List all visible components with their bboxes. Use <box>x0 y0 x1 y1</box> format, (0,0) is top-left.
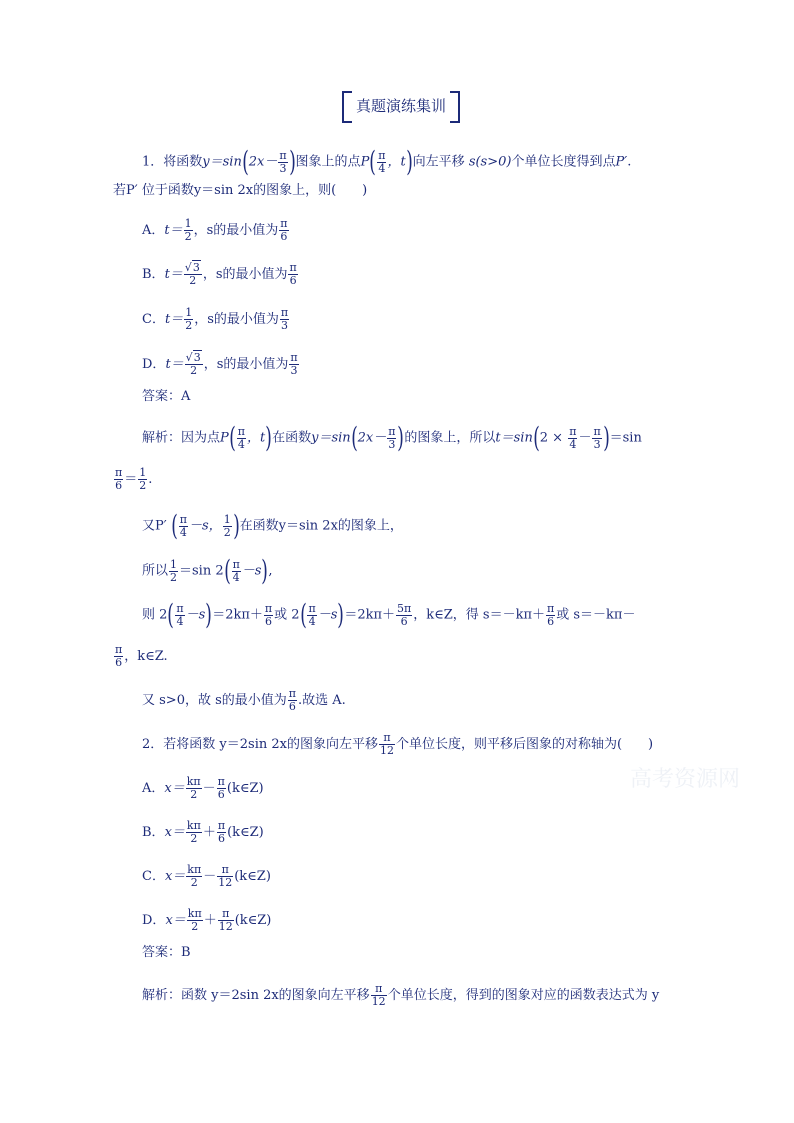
q1-option-a[interactable]: A．t＝ $\frac{1}{2}$ ，s的最小值为 $\frac{\pi}{6}$ <box>142 217 288 243</box>
q2-option-b[interactable]: B．x＝ $\frac{k\pi}{2}$ ＋ $\frac{\pi}{6}$ (k∈Z) <box>142 819 264 845</box>
fraction: $\frac{\pi}{4}$ <box>378 148 386 175</box>
q2-solution-line1: 解析：函数 y＝2sin 2x的图象向左平移 $\frac{\pi}{12}$ 个单位长度，得到的图象对应的函数表达式为 y <box>142 982 660 1008</box>
q1-option-c[interactable]: C．t＝ $\frac{1}{2}$ ，s的最小值为 $\frac{\pi}{3}$ <box>142 306 289 332</box>
q1-solution-line7: 又 s>0，故 s的最小值为 $\frac{\pi}{6}$ .故选 A. <box>142 687 346 713</box>
q2-stem: 2．若将函数 y＝2sin 2x的图象向左平移 $\frac{\pi}{12}$ 个单位长度，则平移后图象的对称轴为( ) <box>142 731 654 757</box>
q1-solution-line4: 所以 $\frac{1}{2}$ ＝sin 2( $\frac{\pi}{4}$ －s), <box>142 554 273 587</box>
q1-solution-line3: 又P′ ( $\frac{\pi}{4}$ －s， $\frac{1}{2}$ )在函数y＝sin 2x的图象上， <box>142 509 403 542</box>
watermark: 高考资源网 <box>630 767 741 792</box>
q1-solution-line6: $\frac{\pi}{6}$ ，k∈Z. <box>115 643 168 669</box>
right-bracket <box>450 91 460 123</box>
section-title: 真题演练集训 <box>356 97 447 115</box>
q1-answer: 答案：A <box>142 389 191 404</box>
left-bracket <box>342 91 352 123</box>
q2-option-d[interactable]: D．x＝ $\frac{k\pi}{2}$ ＋ $\frac{\pi}{12}$ (k∈Z) <box>142 907 272 933</box>
q1-solution-line5: 则 2( $\frac{\pi}{4}$ －s)＝2kπ＋ $\frac{\pi}{6}$ 或 2( $\frac{\pi}{4}$ －s)＝2kπ＋ $\frac{5\pi}{6}$ ，k∈Z，得 s＝－kπ＋ $\frac{\pi}{6}$ 或 s＝－kπ－ <box>142 598 636 631</box>
q1-stem-line2: 若P′ 位于函数y＝sin 2x的图象上，则( ) <box>113 183 368 198</box>
q1-stem-line1: 1．将函数y＝sin(2x－ $\frac{\pi}{3}$ )图象上的点P( $\frac{\pi}{4}$ ，t)向左平移 s(s>0)个单位长度得到点P′. <box>142 145 632 178</box>
q1-solution-line1: 解析：因为点P( $\frac{\pi}{4}$ ，t)在函数y＝sin(2x－ $\frac{\pi}{3}$ )的图象上，所以t＝sin(2 × $\frac{\pi}{4}$ － $\frac{\pi}{3}$ )＝sin <box>142 421 642 454</box>
section-header <box>356 95 446 116</box>
q2-option-a[interactable]: A．x＝ $\frac{k\pi}{2}$ － $\frac{\pi}{6}$ (k∈Z) <box>142 775 264 801</box>
q1-solution-line2: $\frac{\pi}{6}$ ＝ $\frac{1}{2}$ . <box>115 466 153 492</box>
q1-option-b[interactable]: B．t＝ $\frac{√3}{2}$ ，s的最小值为 $\frac{\pi}{6}$ <box>142 261 297 287</box>
q2-answer: 答案：B <box>142 945 191 960</box>
q1-option-d[interactable]: D．t＝ $\frac{√3}{2}$ ，s的最小值为 $\frac{\pi}{3}$ <box>142 351 298 377</box>
q2-option-c[interactable]: C．x＝ $\frac{k\pi}{2}$ － $\frac{\pi}{12}$ (k∈Z) <box>142 863 271 889</box>
fraction: $\frac{\pi}{3}$ <box>279 148 287 175</box>
